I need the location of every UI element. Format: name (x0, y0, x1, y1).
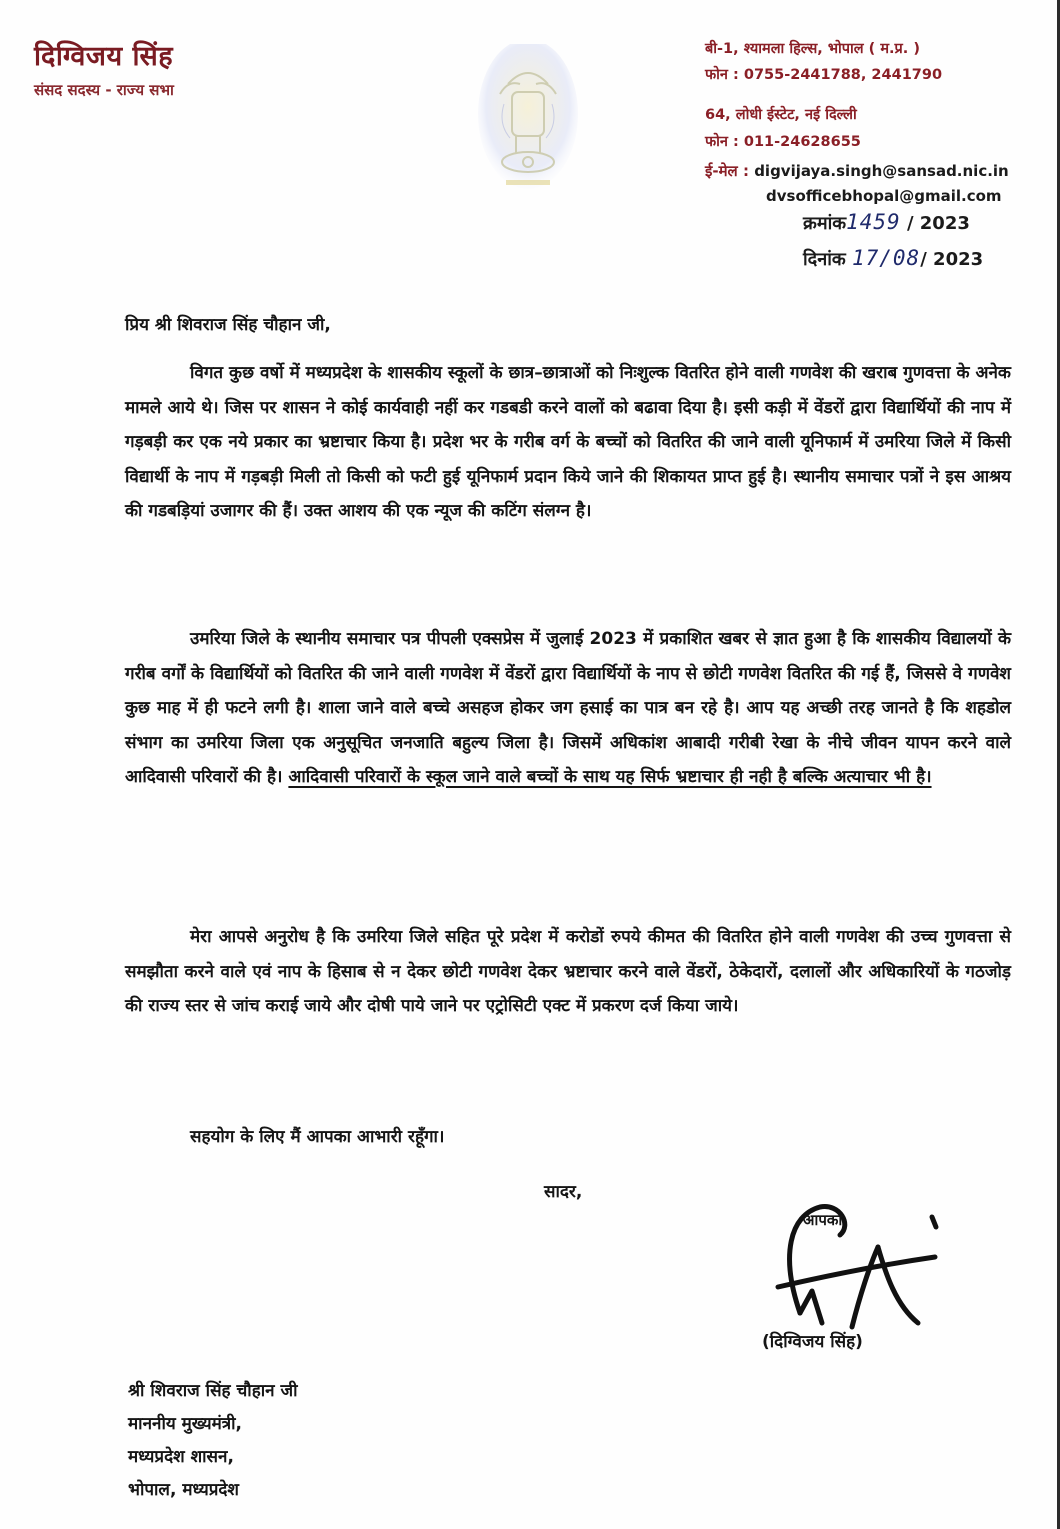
addressee-government: मध्यप्रदेश शासन, (128, 1447, 234, 1467)
sender-title: संसद सदस्य - राज्य सभा (34, 81, 174, 99)
address-bhopal: बी-1, श्यामला हिल्स, भोपाल ( म.प्र. ) (705, 41, 920, 57)
email-primary-row (705, 161, 1009, 181)
sender-name: दिग्विजय सिंह (34, 41, 174, 72)
addressee-name: श्री शिवराज सिंह चौहान जी (128, 1381, 298, 1401)
date-handwritten: 17/08 (851, 246, 921, 270)
email-secondary: dvsofficebhopal@gmail.com (766, 187, 1002, 205)
ref-number-handwritten: 1459 (846, 210, 901, 234)
reference-number-row (803, 210, 970, 235)
national-emblem-icon (478, 44, 578, 194)
paragraph-2-text: उमरिया जिले के स्थानीय समाचार पत्र पीपली एक्सप्रेस में जुलाई 2023 में प्रकाशित खबर से ज्ञात हुआ है कि शासकीय विद्यालयों के गरीब वर्गों के विद्यार्थियों को वितरित की जाने वाली गणवेश में वेंडरों द्वारा विद्यार्थियों के नाप से छोटी गणवेश वितरित की गई हैं, जिससे वे गणवेश कुछ माह में ही फटने लगी है। शाला जाने वाले बच्चे असहज होकर जग हसाई का पात्र बन रहे है। आप यह अच्छी तरह जानते है कि शहडोल संभाग का उमरिया जिला एक अनुसूचित जनजाति बहुल्य जिला है। जिसमें अधिकांश आबादी गरीबी रेखा के नीचे जीवन यापन करने वाले आदिवासी परिवारों की है। (125, 629, 1011, 787)
closing-line: सादर, (544, 1182, 583, 1202)
ref-label: क्रमांक (803, 213, 847, 234)
phone-delhi: फोन : 011-24628655 (705, 134, 861, 150)
date-label: दिनांक (803, 249, 846, 270)
ref-year: / 2023 (906, 213, 970, 234)
email-primary: digvijaya.singh@sansad.nic.in (754, 162, 1009, 180)
date-row (803, 246, 983, 271)
paragraph-2-emphasis: आदिवासी परिवारों के स्कूल जाने वाले बच्चों के साथ यह सिर्फ भ्रष्टाचार ही नही है बल्कि अत्याचार भी है। (288, 767, 932, 787)
paragraph-2 (125, 622, 1011, 795)
paragraph-1: विगत कुछ वर्षो में मध्यप्रदेश के शासकीय स्कूलों के छात्र–छात्राओं को निःशुल्क वितरित होने वाली गणवेश की खराब गुणवत्ता के अनेक मामले आये थे। जिस पर शासन ने कोई कार्यवाही नहीं कर गडबडी करने वालों को बढावा दिया है। इसी कड़ी में वेंडरों द्वारा विद्यार्थियों की नाप में गड़बड़ी कर एक नये प्रकार का भ्रष्टाचार किया है। प्रदेश भर के गरीब वर्ग के बच्चों को वितरित की जाने वाली यूनिफार्म में उमरिया जिले में किसी विद्यार्थी के नाप में गड़बड़ी मिली तो किसी को फटी हुई यूनिफार्म प्रदान किये जाने की शिकायत प्राप्त हुई है। स्थानीय समाचार पत्रों ने इस आश्रय की गडबड़ियां उजागर की हैं। उक्त आशय की एक न्यूज की कटिंग संलग्न है। (125, 363, 1011, 521)
addressee-block (128, 1375, 298, 1507)
paragraph-3: मेरा आपसे अनुरोध है कि उमरिया जिले सहित पूरे प्रदेश में करोडों रुपये कीमत की वितरित होने वाली गणवेश की उच्च गुणवत्ता से समझौता करने वाले एवं नाप के हिसाब से न देकर छोटी गणवेश देकर भ्रष्टाचार करने वाले वेंडरों, ठेकेदारों, दलालों और अधिकारियों के गठजोड़ की राज्य स्तर से जांच कराई जाये और दोषी पाये जाने पर एट्रोसिटी एक्ट में प्रकरण दर्ज किया जाये। (125, 927, 1011, 1016)
salutation: प्रिय श्री शिवराज सिंह चौहान जी, (125, 315, 331, 335)
email-label: ई-मेल : (705, 162, 755, 180)
phone-bhopal: फोन : 0755-2441788, 2441790 (705, 67, 943, 83)
addressee-location: भोपाल, मध्यप्रदेश (128, 1480, 239, 1500)
thanks-line: सहयोग के लिए मैं आपका आभारी रहूँगा। (190, 1127, 445, 1147)
signatory-name: (दिग्विजय सिंह) (762, 1332, 863, 1352)
address-delhi: 64, लोधी ईस्टेट, नई दिल्ली (705, 107, 857, 123)
addressee-designation: माननीय मुख्यमंत्री, (128, 1414, 243, 1434)
signature-aapka: आपका (803, 1211, 843, 1229)
date-year: / 2023 (920, 249, 984, 270)
